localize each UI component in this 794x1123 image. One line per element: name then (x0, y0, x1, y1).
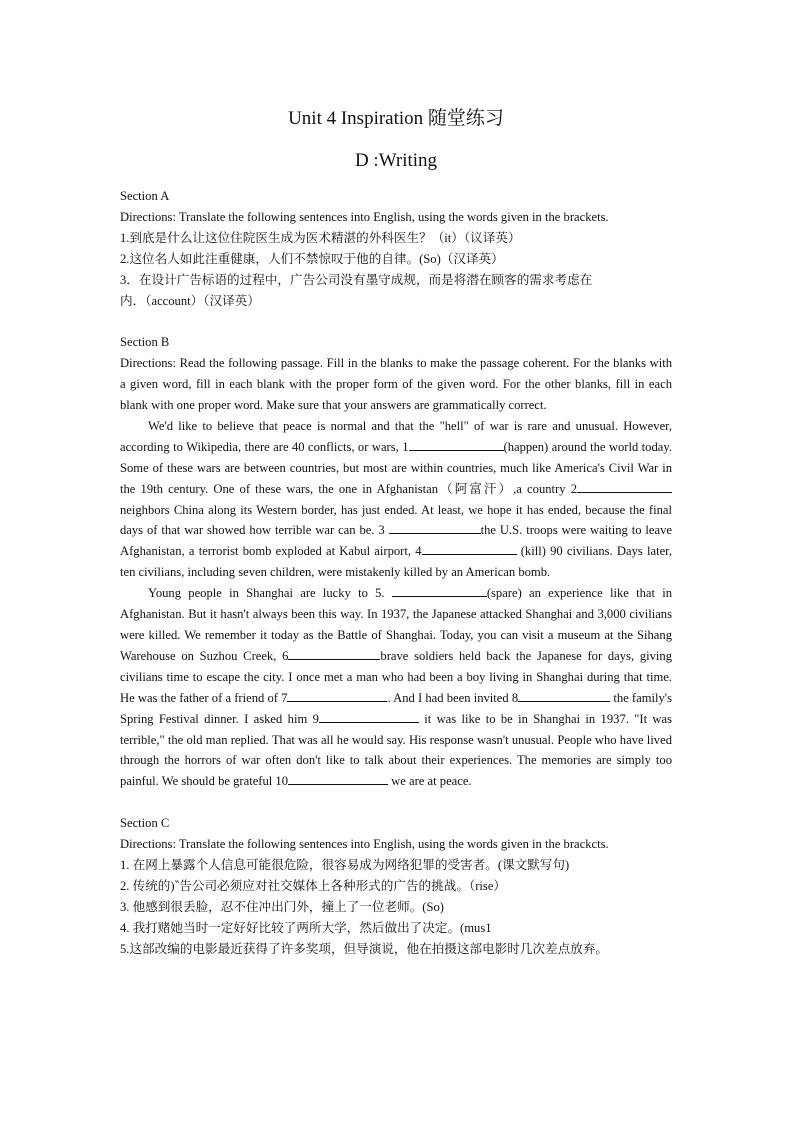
passage-text: it was like to be in Shanghai in 1937. "It was terrible," the old man replied. That was all he would say. His response wasn't unusual. People who have lived through the horrors of war often don't like to talk about their experiences. The memories are simply too painful. We should be grateful 10 (120, 711, 672, 789)
section-c-item-4: 4. 我打赌她当时一定好好比较了两所大学，然后做出了决定。(mus1 (120, 920, 492, 935)
spacer (120, 792, 672, 813)
section-a-item-1: 1.到底是什么让这位住院医生成为医术精湛的外科医生？（it）（议译英） (120, 230, 521, 245)
passage-text: neighbors China along its Western border, has just ended. At least, we hope it has ended, because the final days of that war showed how terrible war can be. 3 (120, 502, 672, 538)
document-title: Unit 4 Inspiration 随堂练习 (288, 108, 504, 129)
blank-1[interactable] (409, 438, 504, 451)
passage-text: brave soldiers held back the Japanese for days, giving civilians time to escape the city. I once met a man who had been a boy living in Shanghai during that time. He was the father of a friend of 7 (120, 648, 672, 705)
blank-7[interactable] (287, 689, 387, 702)
section-a-directions: Directions: Translate the following sentences into English, using the words given in the brackets. (120, 209, 609, 224)
passage-paragraph-1 (120, 416, 672, 583)
section-c-item-2: 2. 传统的)‶告公司必须应对社交媒体上各种形式的广告的挑战。（rise） (120, 878, 507, 893)
blank-8[interactable] (518, 689, 610, 702)
section-c-item-1: 1. 在网上暴露个人信息可能很危险，很容易成为网络犯罪的受害者。(课文默写句) (120, 857, 570, 872)
section-b-heading: Section B (120, 335, 170, 350)
section-a-item-3: 3．在设计广告标语的过程中，广告公司没有墨守成规，而是将潜在顾客的需求考虑在 (120, 272, 593, 287)
section-a-heading: Section A (120, 189, 170, 203)
blank-10[interactable] (288, 772, 388, 785)
section-c-directions: Directions: Translate the following sentences into English, using the words given in the brackcts. (120, 837, 609, 852)
section-a-item-3-cont: 内．（account）（汉译英） (120, 293, 260, 308)
blank-9[interactable] (319, 710, 419, 723)
document-page (120, 104, 672, 960)
section-a-item-2: 2.这位名人如此注重健康，人们不禁惊叹于他的自律。(So)（汉译英） (120, 251, 504, 266)
passage-text: . And I had been invited 8 (387, 690, 519, 705)
blank-5[interactable] (392, 584, 487, 597)
section-c-item-3: 3. 他感到很丢脸，忍不住冲出门外，撞上了一位老师。(So) (120, 899, 444, 914)
passage-text: (happen) around the world today. Some of these wars are between countries, but most are within countries, much like America's Civil War in the 19th century. One of these wars, the one in Afghanistan（阿富汗）,a country 2 (120, 439, 672, 496)
passage-text: we are at peace. (388, 774, 472, 789)
passage-text: the U.S. troops were waiting to leave Afghanistan, a terrorist bomb exploded at Kabul airport, 4 (120, 523, 672, 559)
document-subtitle: D :Writing (354, 150, 438, 171)
passage-paragraph-2 (120, 583, 672, 792)
blank-6[interactable] (288, 647, 380, 660)
passage-text: (kill) 90 civilians. Days later, ten civilians, including seven children, were mistakenly killed by an American bomb. (120, 544, 672, 580)
passage-text: Young people in Shanghai are lucky to 5. (148, 586, 392, 601)
passage-text: We'd like to believe that peace is normal and that the "hell" of war is rare and unusual. However, according to Wikipedia, there are 40 conflicts, or wars, 1 (120, 418, 672, 454)
passage-text: (spare) an experience like that in Afghanistan. But it hasn't always been this way. In 1937, the Japanese attacked Shanghai and 3,000 civilians were killed. We remember it today as the Battle of Shanghai. Today, you can visit a museum at the Sihang Warehouse on Suzhou Creek, 6 (120, 586, 672, 663)
section-c-item-5: 5.这部改编的电影最近获得了许多奖项，但导演说，他在拍摄这部电影时几次差点放弃。 (120, 941, 609, 956)
blank-2[interactable] (577, 480, 672, 493)
passage-text: the family's Spring Festival dinner. I asked him 9 (120, 690, 672, 726)
section-b-directions: Directions: Read the following passage. Fill in the blanks to make the passage coherent. For the blanks with a given word, fill in each blank with the proper form of the given word. For the other blanks, fill in each blank with one proper word. Make sure that your answers are grammatically correct. (120, 356, 672, 413)
section-c-heading: Section C (120, 816, 170, 831)
spacer (120, 311, 672, 332)
blank-4[interactable] (422, 542, 517, 555)
blank-3[interactable] (389, 521, 481, 534)
